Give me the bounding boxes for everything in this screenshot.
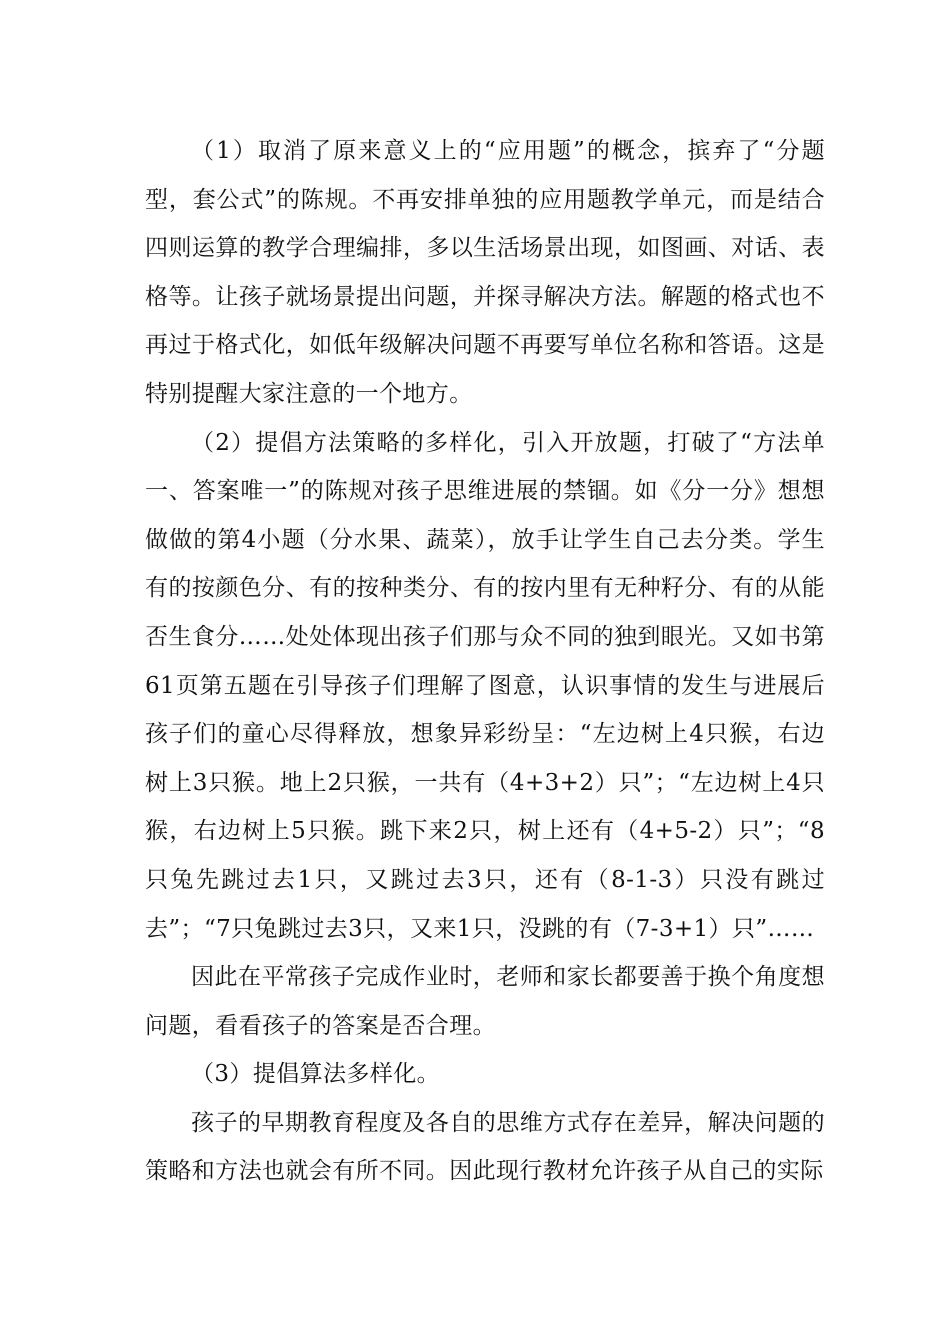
paragraph-4: （3）提倡算法多样化。 — [191, 1061, 441, 1088]
paragraph-2: （2）提倡方法策略的多样化，引入开放题，打破了“方法单一、答案唯一”的陈规对孩子思维进展的禁锢。如《分一分》想想做做的第4小题（分水果、蔬菜），放手让学生自己去分类。学生有的按颜色分、有的按种类分、有的按内里有无种籽分、有的从能否生食分……处处体现出孩子们那与众不同的独到眼光。又如书第61页第五题在引导孩子们理解了图意，认识事情的发生与进展后孩子们的童心尽得释放，想象异彩纷呈：“左边树上4只猴，右边树上3只猴。地上2只猴，一共有（4+3+2）只”；“左边树上4只猴，右边树上5只猴。跳下来2只，树上还有（4+5-2）只”；“8只兔先跳过去1只，又跳过去3只，还有（8-1-3）只没有跳过去”；“7只兔跳过去3只，又来1只，没跳的有（7-3+1）只”…… — [145, 429, 825, 942]
paragraph-1: （1）取消了原来意义上的“应用题”的概念，摈弃了“分题型，套公式”的陈规。不再安排单独的应用题教学单元，而是结合四则运算的教学合理编排，多以生活场景出现，如图画、对话、表格等。让孩子就场景提出问题，并探寻解决方法。解题的格式也不再过于格式化，如低年级解决问题不再要写单位名称和答语。这是特别提醒大家注意的一个地方。 — [145, 138, 825, 407]
paragraph-3: 因此在平常孩子完成作业时，老师和家长都要善于换个角度想问题，看看孩子的答案是否合理。 — [145, 964, 825, 1039]
document-page — [145, 127, 825, 1196]
paragraph-5: 孩子的早期教育程度及各自的思维方式存在差异，解决问题的策略和方法也就会有所不同。因此现行教材允许孩子从自己的实际 — [145, 1109, 825, 1185]
